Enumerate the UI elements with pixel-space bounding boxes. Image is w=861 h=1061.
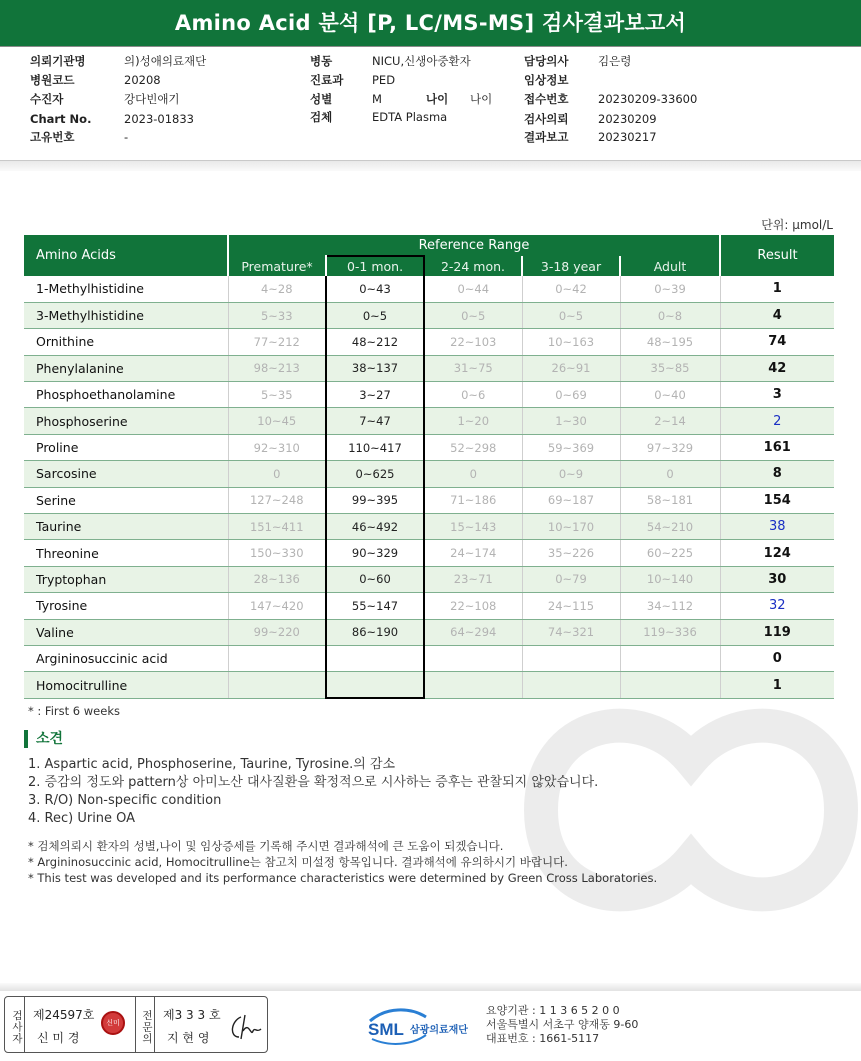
note-item: * 검체의뢰시 환자의 성별,나이 및 임상증세를 기록해 주시면 결과해석에 큰 도움이 되겠습니다. xyxy=(28,839,504,853)
result-cell: 1 xyxy=(720,672,834,698)
reference-range-cell: 35~85 xyxy=(620,355,720,381)
reference-range-cell: 0~9 xyxy=(522,461,620,487)
info-label: 결과보고 xyxy=(524,130,569,144)
reference-range-cell: 1~30 xyxy=(522,408,620,434)
lab-address: 서울특별시 서초구 양재동 9-60 xyxy=(486,1018,639,1031)
ref-col-header: 0-1 mon. xyxy=(326,256,424,276)
info-label: 임상정보 xyxy=(524,73,569,87)
col-amino-acids: Amino Acids xyxy=(24,235,228,276)
result-cell: 124 xyxy=(720,540,834,566)
info-label: 성별 xyxy=(310,92,333,106)
reference-range-cell: 0~42 xyxy=(522,276,620,302)
gray-band xyxy=(0,161,861,171)
reference-range-cell: 151~411 xyxy=(228,514,326,540)
result-cell: 4 xyxy=(720,302,834,328)
result-cell: 30 xyxy=(720,566,834,592)
lab-name: 삼광의료재단 xyxy=(410,1025,468,1036)
reference-range-cell: 35~226 xyxy=(522,540,620,566)
info-value: M xyxy=(372,92,382,106)
reference-range-cell: 110~417 xyxy=(326,434,424,460)
lab-info xyxy=(486,1004,638,1046)
amino-acid-name: Tryptophan xyxy=(24,566,228,592)
ref-col-header: 2-24 mon. xyxy=(424,256,522,276)
reference-range-cell: 0~5 xyxy=(424,302,522,328)
reference-range-cell: 0~69 xyxy=(522,382,620,408)
col-reference-range: Reference Range xyxy=(228,235,720,256)
report-title: Amino Acid 분석 [P, LC/MS-MS] 검사결과보고서 xyxy=(0,0,861,46)
reference-range-cell: 10~163 xyxy=(522,329,620,355)
reference-range-cell: 1~20 xyxy=(424,408,522,434)
result-cell: 8 xyxy=(720,461,834,487)
info-value: 강다빈애기 xyxy=(124,92,180,106)
age-label: 나이 xyxy=(426,92,449,106)
amino-acid-name: Proline xyxy=(24,434,228,460)
info-label: Chart No. xyxy=(30,112,92,126)
reference-range-cell: 22~103 xyxy=(424,329,522,355)
footnote: * : First 6 weeks xyxy=(28,704,120,718)
reference-range-cell: 31~75 xyxy=(424,355,522,381)
info-value: 의)성애의료재단 xyxy=(124,54,207,68)
reference-range-cell: 64~294 xyxy=(424,619,522,645)
reference-range-cell xyxy=(326,645,424,671)
col-result: Result xyxy=(720,235,834,276)
reference-range-cell: 2~14 xyxy=(620,408,720,434)
result-cell: 154 xyxy=(720,487,834,513)
info-value: 20230209 xyxy=(598,112,657,126)
table-row xyxy=(24,593,834,619)
reference-range-cell: 54~210 xyxy=(620,514,720,540)
info-value: EDTA Plasma xyxy=(372,110,448,124)
reference-range-cell: 98~213 xyxy=(228,355,326,381)
amino-acid-name: 3-Methylhistidine xyxy=(24,302,228,328)
sml-logo xyxy=(366,1003,486,1047)
table-row xyxy=(24,276,834,302)
table-row xyxy=(24,514,834,540)
footer-divider xyxy=(0,983,861,991)
info-value: 20230217 xyxy=(598,130,657,144)
reference-range-cell: 59~369 xyxy=(522,434,620,460)
lab-code: 요양기관 : 1 1 3 6 5 2 0 0 xyxy=(486,1004,620,1017)
unit-label: 단위: μmol/L xyxy=(761,218,833,232)
reference-range-cell: 119~336 xyxy=(620,619,720,645)
reference-range-cell: 24~115 xyxy=(522,593,620,619)
reference-range-cell: 77~212 xyxy=(228,329,326,355)
examiner-seal: 신미경 xyxy=(101,1011,125,1035)
finding-item: 2. 증감의 정도와 pattern상 아미노산 대사질환을 확정적으로 시사하는 증후는 관찰되지 않았습니다. xyxy=(28,775,599,790)
table-row xyxy=(24,408,834,434)
info-label: 고유번호 xyxy=(30,130,75,144)
finding-item: 4. Rec) Urine OA xyxy=(28,811,136,826)
reference-range-cell: 0~6 xyxy=(424,382,522,408)
amino-acid-name: Phosphoethanolamine xyxy=(24,382,228,408)
reference-range-cell: 3~27 xyxy=(326,382,424,408)
result-cell: 1 xyxy=(720,276,834,302)
reference-range-cell: 55~147 xyxy=(326,593,424,619)
reference-range-cell: 0~79 xyxy=(522,566,620,592)
result-cell: 119 xyxy=(720,619,834,645)
doctor-number: 제3 3 3 호 xyxy=(163,1008,221,1022)
reference-range-cell xyxy=(228,645,326,671)
age-value: 나이 xyxy=(470,92,493,106)
info-label: 의뢰기관명 xyxy=(30,54,86,68)
reference-range-cell: 4~28 xyxy=(228,276,326,302)
reference-range-cell: 71~186 xyxy=(424,487,522,513)
reference-range-cell: 69~187 xyxy=(522,487,620,513)
reference-range-cell xyxy=(228,672,326,698)
reference-range-cell: 90~329 xyxy=(326,540,424,566)
reference-range-cell: 38~137 xyxy=(326,355,424,381)
reference-range-cell: 0~40 xyxy=(620,382,720,408)
reference-range-cell: 99~220 xyxy=(228,619,326,645)
info-value: 김은령 xyxy=(598,54,632,68)
reference-range-cell: 10~140 xyxy=(620,566,720,592)
amino-acid-name: Valine xyxy=(24,619,228,645)
info-value: 2023-01833 xyxy=(124,112,194,126)
amino-acid-name: Phosphoserine xyxy=(24,408,228,434)
amino-acid-name: Homocitrulline xyxy=(24,672,228,698)
reference-range-cell: 26~91 xyxy=(522,355,620,381)
result-cell: 74 xyxy=(720,329,834,355)
amino-acid-name: Argininosuccinic acid xyxy=(24,645,228,671)
info-value: 20230209-33600 xyxy=(598,92,698,106)
reference-range-cell: 99~395 xyxy=(326,487,424,513)
reference-range-cell: 24~174 xyxy=(424,540,522,566)
reference-range-cell: 0~43 xyxy=(326,276,424,302)
reference-range-cell: 48~212 xyxy=(326,329,424,355)
table-row xyxy=(24,382,834,408)
reference-range-cell: 48~195 xyxy=(620,329,720,355)
reference-range-cell: 92~310 xyxy=(228,434,326,460)
reference-range-cell: 0~5 xyxy=(522,302,620,328)
result-cell: 3 xyxy=(720,382,834,408)
reference-range-cell: 0~39 xyxy=(620,276,720,302)
result-cell: 0 xyxy=(720,645,834,671)
table-row xyxy=(24,540,834,566)
reference-range-cell: 15~143 xyxy=(424,514,522,540)
reference-range-cell: 46~492 xyxy=(326,514,424,540)
amino-acid-name: Tyrosine xyxy=(24,593,228,619)
table-row xyxy=(24,461,834,487)
watermark-logo xyxy=(481,640,861,980)
table-row xyxy=(24,434,834,460)
table-row xyxy=(24,487,834,513)
amino-acid-name: Phenylalanine xyxy=(24,355,228,381)
reference-range-cell: 22~108 xyxy=(424,593,522,619)
reference-range-cell: 0~44 xyxy=(424,276,522,302)
info-value: NICU,신생아중환자 xyxy=(372,54,471,68)
reference-range-cell: 0 xyxy=(424,461,522,487)
amino-acid-name: 1-Methylhistidine xyxy=(24,276,228,302)
amino-acid-table xyxy=(24,235,834,699)
reference-range-cell: 0~5 xyxy=(326,302,424,328)
amino-acid-name: Sarcosine xyxy=(24,461,228,487)
reference-range-cell: 10~170 xyxy=(522,514,620,540)
result-cell: 32 xyxy=(720,593,834,619)
reference-range-cell: 34~112 xyxy=(620,593,720,619)
reference-range-cell: 0~8 xyxy=(620,302,720,328)
reference-range-cell: 147~420 xyxy=(228,593,326,619)
info-label: 진료과 xyxy=(310,73,344,87)
reference-range-cell: 28~136 xyxy=(228,566,326,592)
reference-range-cell: 0 xyxy=(228,461,326,487)
note-item: * Argininosuccinic acid, Homocitrulline는 참고치 미설정 항목입니다. 결과해석에 유의하시기 바랍니다. xyxy=(28,855,568,869)
info-label: 검사의뢰 xyxy=(524,112,569,126)
info-label: 병동 xyxy=(310,54,333,68)
table-row xyxy=(24,302,834,328)
reference-range-cell: 5~35 xyxy=(228,382,326,408)
info-value: PED xyxy=(372,73,396,87)
ref-col-header: Premature* xyxy=(228,256,326,276)
info-value: 20208 xyxy=(124,73,161,87)
reference-range-cell xyxy=(326,672,424,698)
result-cell: 42 xyxy=(720,355,834,381)
reference-range-cell: 127~248 xyxy=(228,487,326,513)
table-row xyxy=(24,355,834,381)
doctor-signature xyxy=(227,1013,263,1041)
amino-acid-name: Threonine xyxy=(24,540,228,566)
finding-item: 1. Aspartic acid, Phosphoserine, Taurine, Tyrosine.의 감소 xyxy=(28,757,396,772)
result-cell: 2 xyxy=(720,408,834,434)
reference-range-cell: 10~45 xyxy=(228,408,326,434)
finding-item: 3. R/O) Non-specific condition xyxy=(28,793,222,808)
amino-acid-name: Ornithine xyxy=(24,329,228,355)
amino-acid-name: Serine xyxy=(24,487,228,513)
reference-range-cell: 150~330 xyxy=(228,540,326,566)
result-cell: 161 xyxy=(720,434,834,460)
reference-range-cell: 58~181 xyxy=(620,487,720,513)
table-row xyxy=(24,329,834,355)
info-value: - xyxy=(124,130,129,144)
result-cell: 38 xyxy=(720,514,834,540)
reference-range-cell: 86~190 xyxy=(326,619,424,645)
reference-range-cell: 23~71 xyxy=(424,566,522,592)
doctor-label: 전문의 xyxy=(135,997,155,1052)
info-label: 담당의사 xyxy=(524,54,569,68)
examiner-label: 검사자 xyxy=(5,997,25,1052)
examiner-number: 제24597호 xyxy=(33,1008,95,1022)
info-label: 수진자 xyxy=(30,92,64,106)
reference-range-cell: 60~225 xyxy=(620,540,720,566)
ref-col-header: Adult xyxy=(620,256,720,276)
doctor-name: 지 현 영 xyxy=(167,1031,210,1045)
reference-range-cell: 97~329 xyxy=(620,434,720,460)
lab-phone: 대표번호 : 1661-5117 xyxy=(486,1032,600,1045)
examiner-name: 신 미 경 xyxy=(37,1031,80,1045)
note-item: * This test was developed and its performance characteristics were determined by Green Cross Laboratories. xyxy=(28,871,658,885)
logo-text: SML xyxy=(368,1020,404,1039)
ref-col-header: 3-18 year xyxy=(522,256,620,276)
table-row xyxy=(24,566,834,592)
info-label: 검체 xyxy=(310,110,333,124)
signature-box xyxy=(4,996,268,1053)
reference-range-cell: 74~321 xyxy=(522,619,620,645)
reference-range-cell: 0~60 xyxy=(326,566,424,592)
info-label: 접수번호 xyxy=(524,92,569,106)
reference-range-cell: 52~298 xyxy=(424,434,522,460)
reference-range-cell: 5~33 xyxy=(228,302,326,328)
reference-range-cell: 0 xyxy=(620,461,720,487)
reference-range-cell: 7~47 xyxy=(326,408,424,434)
findings-title: 소견 xyxy=(24,730,63,748)
title-divider xyxy=(0,46,861,47)
reference-range-cell: 0~625 xyxy=(326,461,424,487)
amino-acid-name: Taurine xyxy=(24,514,228,540)
info-label: 병원코드 xyxy=(30,73,75,87)
